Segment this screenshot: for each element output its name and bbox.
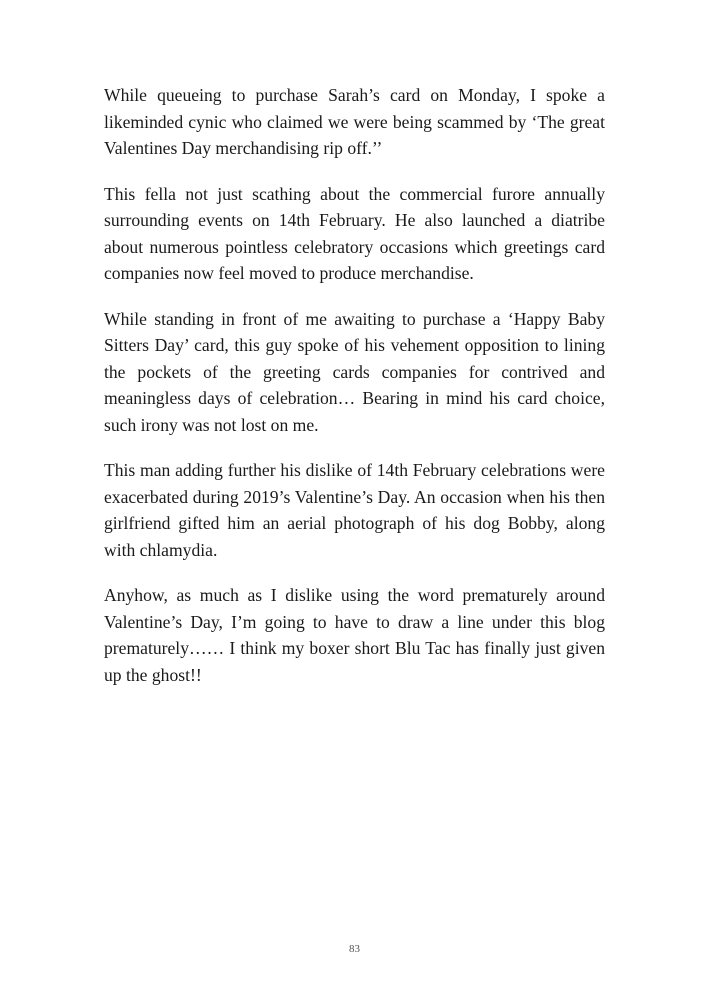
body-text bbox=[104, 82, 605, 707]
paragraph-2: This fella not just scathing about the commercial furore annually surrounding events on 14th February. He also launched a diatribe about numerous pointless celebratory occasions which greetings card companies now feel moved to produce merchandise. bbox=[104, 183, 605, 283]
paragraph-4: This man adding further his dislike of 14th February celebrations were exacerbated during 2019’s Valentine’s Day. An occasion when his then girlfriend gifted him an aerial photograph of his dog Bobby, along with chlamydia. bbox=[104, 460, 605, 560]
page-number: 83 bbox=[349, 943, 360, 955]
paragraph-3: While standing in front of me awaiting to purchase a ‘Happy Baby Sitters Day’ card, this guy spoke of his vehement opposition to lining the pockets of the greeting cards companies for contrived and meaningless days of celebration… Bearing in mind his card choice, such irony was not lost on me. bbox=[104, 308, 605, 435]
paragraph-5: Anyhow, as much as I dislike using the word prematurely around Valentine’s Day, I’m going to have to draw a line under this blog prematurely…… I think my boxer short Blu Tac has finally just given up the ghost!! bbox=[104, 585, 605, 685]
paragraph-1: While queueing to purchase Sarah’s card on Monday, I spoke a likeminded cynic who claimed we were being scammed by ‘The great Valentines Day merchandising rip off.’’ bbox=[104, 85, 605, 158]
